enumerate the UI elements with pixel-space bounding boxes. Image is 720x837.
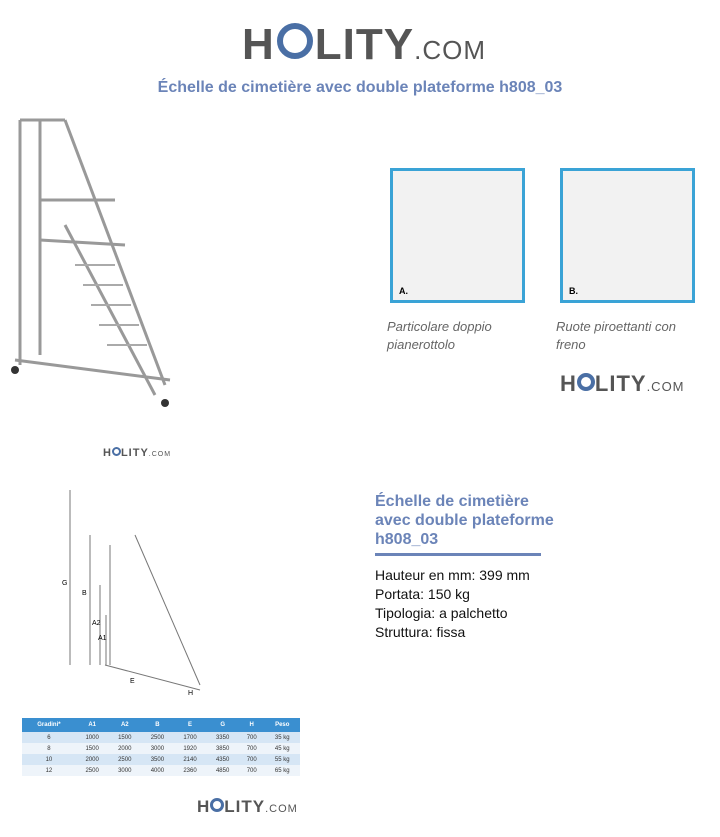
page-title: Échelle de cimetière avec double plateforme h808_03 (157, 79, 563, 96)
spec-item: Struttura: fissa (375, 624, 466, 640)
table-cell: 2360 (174, 765, 207, 776)
detail-image-b (560, 168, 695, 303)
logo-o-icon (277, 23, 313, 59)
table-cell: 700 (239, 743, 265, 754)
detail-image-a (390, 168, 525, 303)
table-cell: 2500 (108, 754, 141, 765)
detail-letter: B. (569, 286, 578, 296)
logo-small: H LITY .COM (103, 447, 172, 459)
table-cell: 2000 (76, 754, 109, 765)
logo-footer: H LITY .COM (197, 797, 298, 816)
table-cell: 4350 (206, 754, 239, 765)
table-cell: 35 kg (264, 732, 300, 743)
table-cell: 1500 (108, 732, 141, 743)
table-row (22, 732, 300, 743)
table-row (22, 765, 300, 776)
table-cell: 4000 (141, 765, 174, 776)
table-cell: 2500 (141, 732, 174, 743)
table-cell: 3000 (108, 765, 141, 776)
table-cell: 3850 (206, 743, 239, 754)
table-cell: 1500 (76, 743, 109, 754)
svg-text:A1: A1 (98, 635, 107, 642)
column-header: H (239, 718, 265, 732)
column-header: Gradini* (22, 718, 76, 732)
table-cell: 2000 (108, 743, 141, 754)
column-header: A1 (76, 718, 109, 732)
table-cell: 2140 (174, 754, 207, 765)
product-name: Échelle de cimetière avec double plateforme h808_03 (375, 493, 554, 548)
detail-caption-a: Particolare doppio pianerottolo (387, 319, 492, 352)
table-cell: 3000 (141, 743, 174, 754)
table-row (22, 754, 300, 765)
dimensions-table (22, 718, 300, 776)
spec-item: Tipologia: a palchetto (375, 605, 508, 621)
table-cell: 12 (22, 765, 76, 776)
table-cell: 55 kg (264, 754, 300, 765)
table-cell: 3350 (206, 732, 239, 743)
table-cell: 3500 (141, 754, 174, 765)
svg-text:G: G (62, 580, 68, 587)
divider (375, 553, 541, 556)
table-cell: 1920 (174, 743, 207, 754)
svg-text:B: B (82, 590, 87, 597)
logo-medium: H LITY .COM (560, 371, 685, 396)
spec-list (375, 566, 530, 642)
table-cell: 700 (239, 765, 265, 776)
header-logo[interactable] (242, 20, 486, 70)
table-cell: 1700 (174, 732, 207, 743)
table-cell: 65 kg (264, 765, 300, 776)
column-header: G (206, 718, 239, 732)
spec-item: Hauteur en mm: 399 mm (375, 567, 530, 583)
table-cell: 8 (22, 743, 76, 754)
table-cell: 4850 (206, 765, 239, 776)
product-image-main (5, 115, 180, 410)
table-cell: 700 (239, 754, 265, 765)
logo-text: LITY (314, 20, 415, 69)
detail-caption-b: Ruote piroettanti con freno (556, 319, 676, 352)
svg-text:A2: A2 (92, 620, 101, 627)
table-cell: 700 (239, 732, 265, 743)
table-row (22, 743, 300, 754)
svg-text:H: H (188, 690, 194, 697)
column-header: B (141, 718, 174, 732)
logo-text: H (242, 20, 275, 69)
logo-com: .COM (414, 35, 486, 65)
column-header: Peso (264, 718, 300, 732)
table-cell: 10 (22, 754, 76, 765)
detail-letter: A. (399, 286, 408, 296)
table-cell: 2500 (76, 765, 109, 776)
dimension-diagram (60, 485, 220, 700)
table-cell: 45 kg (264, 743, 300, 754)
svg-text:E: E (130, 678, 135, 685)
column-header: A2 (108, 718, 141, 732)
table-cell: 1000 (76, 732, 109, 743)
ladder-illustration (5, 115, 180, 410)
table-cell: 6 (22, 732, 76, 743)
spec-item: Portata: 150 kg (375, 586, 470, 602)
column-header: E (174, 718, 207, 732)
